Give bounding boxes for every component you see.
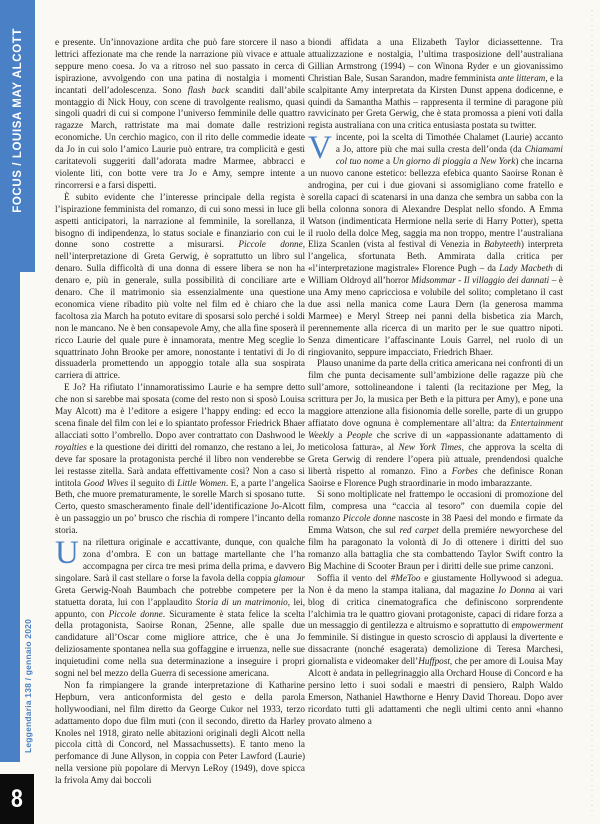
issue-label: Leggendaria 138 / gennaio 2020 [23, 618, 33, 753]
drop-cap: V [308, 130, 332, 167]
paragraph: E Jo? Ha rifiutato l’innamoratissimo Laurie e ha sempre detto che non si sarebbe mai sposata (come del resto non si sposò Louisa May Alcott) ma è l’editore a esigere l’happy ending: ed ecco la scena finale del film con lei e lo spiantato professor Friedrick Bhaer allacciati sotto l’ombrello. Dopo aver contrattato con Dashwood le royalties e la questione dei diritti del romanzo, che restano a lei, Jo deve far sposare la protagonista perché il libro non venderebbe se lei restasse zitella. Sarà andata effettivamente così? Non a caso si intitola Good Wives il seguito di Little Women. E, a parte l’angelica Beth, che muore prematuramente, le sorelle March si sposano tutte. Certo, questo smascheramento finale dell’identificazione Jo-Alcott è un passaggio un po’ brusco che rischia di rompere l’incanto della storia. [55, 382, 305, 536]
paragraph: e presente. Un’innovazione ardita che può fare storcere il naso a lettrici affezionate ma che rende la narrazione più vivace e attuale seppure meno coesa. Jo va a ritroso nel suo passato in cerca di ispirazione, avvolgendo con una patina di nostalgia i momenti incantati dell’adolescenza. Sono flash back scanditi dall’abile montaggio di Nick Houy, con scene di travolgente realismo, quasi singoli quadri di cui si compone l’universo femminile delle quattro ragazze March, rattristate ma mai domate dalle restrizioni economiche. Un cerchio magico, con il rito delle commedie ideate da Jo in cui solo l’amico Laurie può entrare, tra complicità e gesti caritatevoli suggeriti dall’adorata madre Marmee, abbracci e violente liti, con botte vere tra Jo e Amy, sempre intente a rincorrersi e a farsi dispetti. [55, 37, 305, 190]
page-number: 8 [11, 784, 23, 813]
drop-cap: U [55, 535, 79, 572]
focus-sidebar-tab [0, 0, 35, 272]
paragraph: È subito evidente che l’interesse principale della regista è l’ispirazione femminista del romanzo, di cui sono messi in luce gli aspetti anticipatori, la narrazione al femminile, la sorellanza, il bisogno di indipendenza, lo status sociale e finanziario con cui le donne sono costrette a misurarsi. Piccole donne, nell’interpretazione di Greta Gerwig, è soprattutto un libro sul denaro. Sulla difficoltà di una donna di essere libera se non ha denaro e, più in generale, sulla possibilità di conciliare arte e denaro. Che il matrimonio sia essenzialmente una questione economica viene ribadito più volte nel film ed è chiaro che la facoltosa zia March ha potuto evitare di sposarsi solo perché i soldi non le mancano. Ne è ben consapevole Amy, che alla fine sposerà il ricco Laurie del quale pure è innamorata, mentre Meg sceglie lo squattrinato John Brooke per amore, nonostante i tentativi di Jo di dissuaderla promettendo un appoggio totale alla sua sospirata carriera di attrice. [55, 191, 306, 381]
paragraph: Soffia il vento del #MeToo e giustamente Hollywood si adegua. Non è da meno la stampa italiana, dal magazine Io Donna ai vari blog di critica cinematografica che definiscono sorprendente l’alchimia tra le quattro giovani protagoniste, capaci di ridare forza a un messaggio di gentilezza e altruismo e soprattutto di empowerment femminile. Si distingue in questo scroscio di applausi la divertente e dissacrante (nonché esagerata) demolizione di Teresa Marchesi, giornalista e videomaker dell’Huffpost, che per amore di Louisa May Alcott è andata in pellegrinaggio alla Orchard House di Concord e ha persino letto i suoi sodali e maestri di pensiero, Ralph Waldo Emerson, Nathaniel Hawthorne e Henry David Thoreau. Dopo aver ricordato tutti gli adattamenti che negli ultimi cento anni «hanno provato almeno a [308, 572, 563, 726]
text-column-right [308, 37, 563, 728]
paragraph: Una rilettura originale e accattivante, dunque, con qualche zona d’ombra. E con un battage martellante che l’ha accompagna per circa tre mesi prima della prima, e davvero singolare. Sarà il cast stellare o forse la favola della coppia glamour Greta Gerwig-Noah Baumbach che potrebbe competere per la statuetta dorata, lui con l’applaudito Storia di un matrimonio, lei, appunto, con Piccole donne. Sicuramente è stata felice la scelta della protagonista, Saoirse Ronan, 25enne, alle spalle due candidature all’Oscar come migliore attrice, che è una Jo deliziosamente spontanea nella sua goffaggine e irruenza, nelle sue inquietudini come nella sua determinazione a inseguire i propri sogni nel bel mezzo della Guerra di secessione americana. [55, 535, 306, 679]
paragraph: Non fa rimpiangere la grande interpretazione di Katharine Hepburn, vera anticonformista del gesto e della parola hollywoodiani, nel film diretto da George Cukor nel 1933, terzo adattamento dopo due film muti (con il secondo, diretto da Harley Knoles nel 1918, girato nelle abitazioni originali degli Alcott nella piccola città di Concord, nel Massachussetts). E tanto meno la perfomance di June Allyson, in coppia con Peter Lawford (Laurie) nella versione più popolare di Mervyn LeRoy (1949), dove spicca la frivola Amy dai boccoli [55, 679, 305, 786]
paragraph: biondi affidata a una Elizabeth Taylor diciassettenne. Tra attualizzazione e nostalgia, l’ultima trasposizione dell’australiana Gillian Armstrong (1994) – con Winona Ryder e un giovanissimo Christian Bale, Susan Sarandon, madre femminista ante litteram, e la scalpitante Amy interpretata da Kirsten Dunst appena dodicenne, e quindi da Samantha Mathis – rappresenta il termine di paragone più ravvicinato per Greta Gerwig, che è stata promossa a pieni voti dalla regista australiana con una critica entusiasta postata su twitter. [308, 37, 563, 131]
page-number-box [0, 774, 34, 824]
page-edge-texture [591, 10, 593, 814]
text-column-left [55, 37, 305, 787]
paragraph: Vincente, poi la scelta di Timothée Chalamet (Laurie) accanto a Jo, attore più che mai sulla cresta dell’onda (da Chiamami col tuo nome a Un giorno di pioggia a New York) che incarna un nuovo canone estetico: bellezza efebica quanto Saoirse Ronan è androgina, per cui i due giovani si assomigliano come fratello e sorella capaci di scatenarsi in una danza che sembra un sabba con la bella colonna sonora di Alexandre Desplat nello sfondo. A Emma Watson (indimenticata Hermione nella serie di Harry Potter), spetta il ruolo della dolce Meg, saggia ma non troppo, mentre l’australiana Eliza Scanlen (vista al festival di Venezia in Babyteeth) interpreta l’angelica, sfortunata Beth. Ammirata dalla critica per «l’interpretazione magistrale» Florence Pugh – da Lady Macbeth di William Oldroyd all’horror Midsommar - Il villaggio dei dannati – è una Amy meno capricciosa e volubile del solito; completano il cast due assi nella manica come Laura Dern (la generosa mamma Marmee) e Meryl Streep nei panni della bisbetica zia March, perennemente alla ricerca di un marito per le sue quattro nipoti. Senza dimenticare l’affascinante Louis Garrel, nel ruolo di un ringiovanito, seppure impacciato, Friedrich Bhaer. [308, 130, 564, 357]
paragraph: Si sono moltiplicate nel frattempo le occasioni di promozione del film, compresa una “caccia al tesoro” con duemila copie del romanzo Piccole donne nascoste in 38 Paesi del mondo e firmate da Emma Watson, che sul red carpet della premiére newyorchese del film ha paragonato la volontà di Jo di ottenere i diritti del suo romanzo alla battaglia che sta combattendo Taylor Swift contro la Big Machine di Scooter Braun per i diritti delle sue prime canzoni. [308, 489, 564, 571]
focus-label: FOCUS / LOUISA MAY ALCOTT [11, 28, 24, 213]
paragraph: Plauso unanime da parte della critica americana nei confronti di un film che punta decisamente sull’ambizione delle ragazze più che sull’amore, sottolineandone i talenti (la recitazione per Meg, la scrittura per Jo, la musica per Beth e la pittura per Amy), e pone una maggiore attenzione alla fisionomia delle sorelle, parte di un gruppo affiatato dove ognuna è complementare all’altra: da Entertainment Weekly a People che scrive di un «appassionante adattamento di meticolosa fattura», al New York Times, che approva la scelta di Greta Gerwig di rendere l’opera più attuale, prendendosi qualche libertà rispetto al romanzo. Fino a Forbes che definisce Ronan Saoirse e Florence Pugh straordinarie in modo imbarazzante. [308, 358, 564, 488]
